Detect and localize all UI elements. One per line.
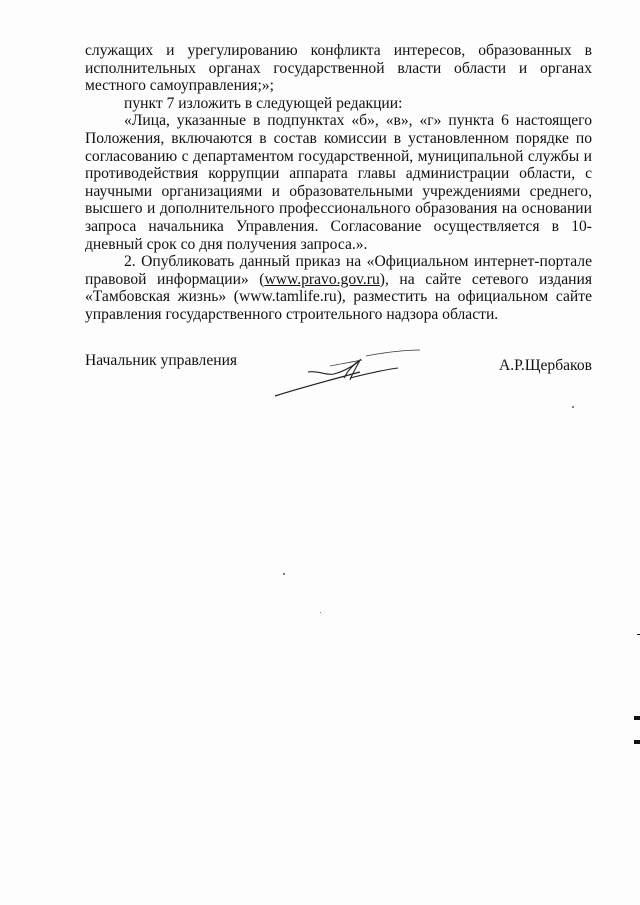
document-body bbox=[85, 42, 592, 324]
scan-speck bbox=[572, 406, 574, 408]
publication-text-end: ), на сайте сетевого издания «Тамбовская жизнь» (www.tamlife.ru), разместить на официальном сайте управления государственного строительного надзора области. bbox=[85, 270, 592, 323]
paragraph-publication bbox=[85, 253, 592, 323]
signatory-position: Начальник управления bbox=[85, 352, 238, 369]
publication-text-start: 2. Опубликовать данный приказ на «Официальном интернет-портале правовой информации» ( bbox=[85, 253, 592, 288]
scan-edge-mark bbox=[634, 716, 640, 720]
pravo-link[interactable]: www.pravo.gov.ru bbox=[264, 270, 380, 288]
scan-edge-mark bbox=[634, 740, 640, 744]
scan-speck bbox=[320, 612, 321, 613]
paragraph-point7: пункт 7 изложить в следующей редакции: bbox=[124, 94, 403, 112]
paragraph-quote: «Лица, указанные в подпунктах «б», «в», «г» пункта 6 настоящего Положения, включаются в состав комиссии в установленном порядке по согласованию с департаментом государственной, муниципальной службы и противодействия коррупции аппарата главы администрации области, с научными организациями и образовательными учреждениями среднего, высшего и дополнительного профессионального образования на основании запроса начальника Управления. Согласование осуществляется в 10-дневный срок со дня получения запроса.». bbox=[85, 112, 592, 253]
paragraph-continuation: служащих и урегулированию конфликта интересов, образованных в исполнительных органах государственной власти области и органах местного самоуправления;»; bbox=[85, 42, 592, 95]
handwritten-signature bbox=[270, 348, 440, 408]
signature-block bbox=[85, 352, 592, 412]
signatory-name: А.Р.Щербаков bbox=[498, 357, 592, 374]
scan-speck bbox=[283, 573, 285, 575]
